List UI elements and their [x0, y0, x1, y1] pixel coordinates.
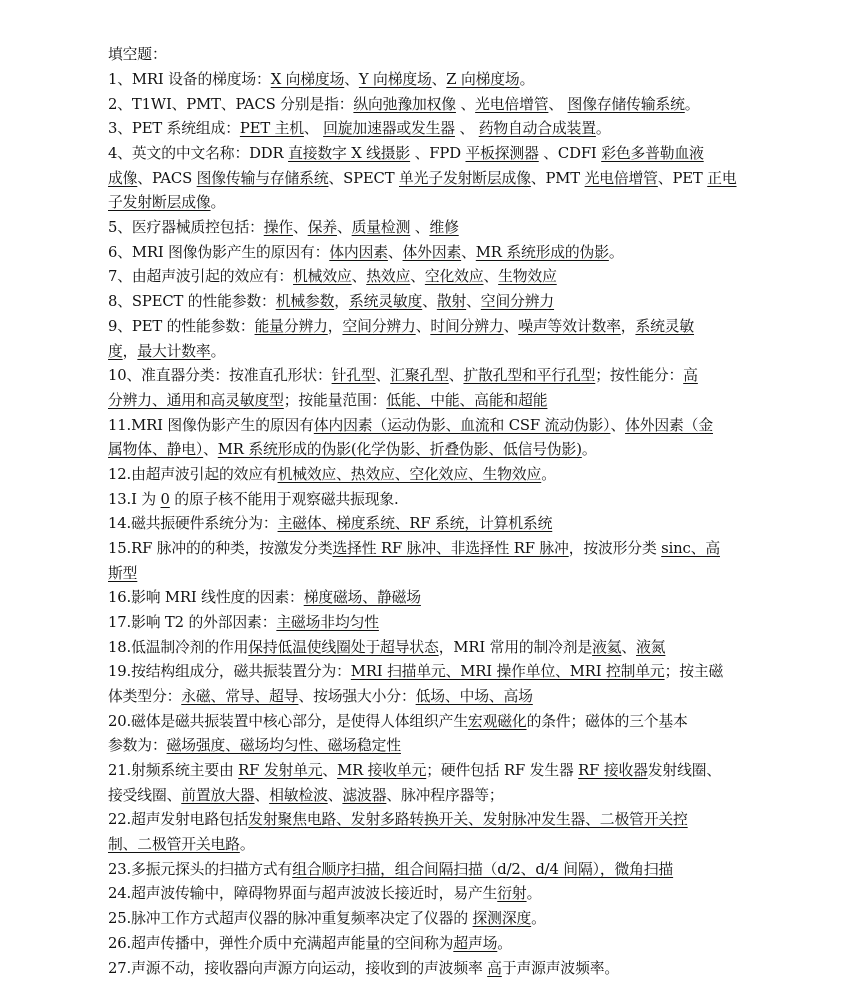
answer-blank: MR 系统形成的伪影(化学伪影、折叠伪影、低信号伪影)	[217, 441, 582, 459]
question-text: 、	[503, 317, 519, 335]
text-line	[108, 810, 776, 830]
question-text: 、按场强大小分：	[298, 688, 416, 705]
question-text: 16.影响 MRI 线性度的因素：	[108, 589, 304, 607]
text-line	[108, 959, 776, 979]
text-line	[108, 588, 776, 608]
answer-blank: 单光子发射断层成像	[399, 169, 531, 187]
answer-blank: 保养	[307, 219, 337, 237]
question-text: 13.I 为	[108, 490, 161, 508]
question-text: 22.超声发射电路包括	[108, 811, 249, 829]
answer-blank: 制、二极管开关电路	[108, 836, 240, 854]
answer-blank: 空间分辨力	[342, 317, 416, 335]
text-line	[108, 267, 776, 287]
heading-text: 填空题：	[108, 46, 167, 63]
question-text: 、	[410, 268, 425, 286]
question-text: 、	[454, 120, 479, 138]
text-line	[108, 391, 776, 411]
answer-blank: 宏观磁化	[467, 712, 527, 730]
question-text: 、	[387, 243, 403, 261]
answer-blank: 体外因素（金	[625, 416, 713, 434]
answer-blank: 质量检测	[351, 219, 411, 237]
question-text: 。	[595, 120, 611, 138]
answer-blank: 机械参数	[275, 293, 335, 311]
question-text: 、PET	[657, 169, 708, 187]
question-text: 、SPECT	[328, 169, 400, 187]
answer-blank: 液氮	[636, 638, 666, 656]
answer-blank: 彩色多普勒血液	[601, 145, 704, 162]
question-text: 。	[526, 885, 542, 903]
question-text: 7、由超声波引起的效应有：	[108, 268, 294, 286]
answer-blank: 散射	[436, 293, 467, 311]
heading	[108, 45, 776, 65]
question-text: 26.超声传播中，弹性介质中充满超声能量的空间称为	[108, 934, 454, 952]
answer-blank: 主磁场非均匀性	[276, 614, 379, 631]
text-line	[108, 564, 776, 584]
answer-blank: 噪声等效计数率	[518, 317, 621, 335]
question-text: 1、MRI 设备的梯度场：	[108, 71, 271, 88]
question-text: 18.低温制冷剂的作用	[108, 638, 249, 656]
answer-blank: 斯型	[108, 564, 138, 582]
answer-blank: 平板探测器	[465, 145, 539, 162]
answer-blank: 针孔型	[331, 367, 376, 385]
answer-blank: 体外因素	[402, 243, 462, 261]
text-line	[108, 835, 776, 855]
answer-blank: X 向梯度场	[270, 71, 345, 88]
question-text: 。	[497, 934, 512, 952]
text-line	[108, 193, 776, 213]
text-line	[108, 638, 776, 658]
answer-blank: 热效应	[366, 268, 411, 286]
question-text: ；按能量范围：	[283, 391, 387, 409]
question-text: 、	[483, 268, 499, 286]
answer-blank: 纵向弛豫加权像	[353, 95, 456, 113]
answer-blank: 图像存储传输系统	[567, 95, 685, 113]
answer-blank: 空间分辨力	[480, 293, 555, 311]
question-text: 、	[431, 71, 447, 88]
text-line	[108, 909, 776, 929]
question-text: 4、英文的中文名称：DDR	[108, 145, 289, 162]
text-line	[108, 366, 776, 386]
answer-blank: 滤波器	[342, 786, 387, 804]
answer-blank: 组合顺序扫描，组合间隔扫描（d/2、d/4 间隔），微角扫描	[292, 860, 674, 878]
question-text: 、	[254, 786, 270, 804]
text-line	[108, 119, 776, 139]
question-text: 、	[448, 367, 464, 385]
text-line	[108, 218, 776, 238]
answer-blank: 最大计数率	[137, 342, 211, 360]
text-line	[108, 687, 776, 707]
text-line	[108, 243, 776, 263]
answer-blank: 空化效应	[424, 268, 484, 286]
answer-blank: 机械效应、热效应、空化效应、生物效应	[277, 465, 542, 483]
question-text: 、CDFI	[538, 145, 602, 162]
text-line	[108, 514, 776, 534]
answer-blank: 生物效应	[498, 268, 557, 286]
question-text: 。	[608, 243, 624, 261]
question-text: 21.射频系统主要由	[108, 762, 239, 779]
answer-blank: 回旋加速器或发生器	[323, 120, 455, 138]
question-text: 19.按结构组成分，磁共振装置分为：	[108, 663, 351, 681]
answer-blank: 维修	[429, 219, 459, 237]
answer-blank: MR 系统形成的伪影	[475, 243, 609, 261]
question-text: 14.磁共振硬件系统分为：	[108, 515, 278, 533]
question-text: 、脉冲程序器等；	[386, 786, 504, 804]
text-line	[108, 95, 776, 115]
answer-blank: 保持低温使线圈处于超导状态	[248, 638, 439, 656]
text-line	[108, 317, 776, 337]
question-text: ；硬件包括 RF 发生器	[426, 762, 579, 779]
answer-blank: 药物自动合成装置	[478, 120, 596, 138]
question-text: 于声源声波频率。	[501, 959, 620, 977]
answer-blank: 超声场	[453, 934, 498, 952]
answer-blank: 主磁体、梯度系统、RF 系统，计算机系统	[277, 515, 553, 533]
answer-blank: 体内因素	[329, 243, 388, 261]
answer-blank: 系统灵敏度	[348, 293, 423, 311]
question-text: ，	[620, 317, 636, 335]
question-text: 、	[415, 317, 431, 335]
question-text: 接受线圈、	[108, 786, 182, 804]
text-line	[108, 662, 776, 682]
question-text: ，	[334, 293, 349, 311]
question-text: 。	[519, 71, 535, 88]
question-text: 体类型分：	[108, 688, 182, 705]
answer-blank: 液氦	[592, 638, 622, 656]
answer-blank: 机械效应	[293, 268, 352, 286]
question-text: 、	[461, 243, 476, 261]
answer-blank: 操作	[263, 219, 294, 237]
answer-blank: 属物体、静电）	[108, 441, 204, 459]
text-line	[108, 934, 776, 954]
question-text: 、	[336, 219, 352, 237]
answer-blank: 磁场强度、磁场均匀性、磁场稳定性	[166, 737, 401, 755]
answer-blank: 时间分辨力	[430, 317, 504, 335]
question-text: 2、T1WI、PMT、PACS 分别是指：	[108, 95, 354, 113]
answer-blank: 前置放大器	[181, 786, 255, 804]
answer-blank: RF 发射单元	[238, 762, 323, 779]
answer-blank: Z 向梯度场	[446, 71, 520, 88]
question-text: 8、SPECT 的性能参数：	[108, 293, 276, 311]
text-line	[108, 342, 776, 362]
answer-blank: sinc、高	[661, 539, 720, 557]
answer-blank: 相敏检波	[269, 786, 328, 804]
question-text: 、	[375, 367, 391, 385]
question-text: 、	[466, 293, 481, 311]
question-text: 参数为：	[108, 737, 167, 755]
answer-blank: 光电倍增管	[475, 95, 549, 113]
answer-blank: RF 接收器	[578, 762, 648, 779]
question-text: ，MRI 常用的制冷剂是	[438, 638, 593, 656]
question-text: 、	[351, 268, 367, 286]
answer-blank: PET 主机	[239, 120, 304, 138]
question-text: 27.声源不动，接收器向声源方向运动，接收到的声波频率	[108, 959, 488, 977]
text-line	[108, 440, 776, 460]
question-text: 。	[239, 836, 255, 854]
answer-blank: MR 接收单元	[337, 762, 427, 779]
answer-blank: 子发射断层成像	[108, 194, 211, 212]
answer-blank: 汇聚孔型	[390, 367, 449, 385]
question-text: 发射线圈、	[647, 762, 722, 779]
question-text: 。	[684, 95, 700, 113]
question-text: 、	[327, 786, 343, 804]
question-text: 25.脉冲工作方式超声仪器的脉冲重复频率决定了仪器的	[108, 910, 473, 928]
question-text: 、	[422, 293, 437, 311]
answer-blank: 光电倍增管	[584, 169, 658, 187]
question-text: 24.超声波传输中，障碍物界面与超声波波长接近时，易产生	[108, 885, 498, 903]
answer-blank: 体内因素（运动伪影、血流和 CSF 流动伪影）	[313, 416, 611, 434]
question-text: 6、MRI 图像伪影产生的原因有：	[108, 243, 330, 261]
answer-blank: 度	[108, 342, 123, 360]
answer-blank: Y 向梯度场	[358, 71, 432, 88]
text-line	[108, 613, 776, 633]
text-line	[108, 169, 776, 189]
question-text: 23.多振元探头的扫描方式有	[108, 860, 293, 878]
question-text: 。	[581, 441, 597, 459]
text-line	[108, 292, 776, 312]
question-text: 、	[548, 95, 568, 113]
answer-blank: 选择性 RF 脉冲、非选择性 RF 脉冲	[332, 539, 569, 557]
question-text: 。	[541, 465, 556, 483]
answer-blank: 分辨力、通用和高灵敏度型	[108, 391, 284, 409]
answer-blank: 0	[160, 490, 170, 508]
text-line	[108, 416, 776, 436]
question-text: 9、PET 的性能参数：	[108, 317, 255, 335]
answer-blank: 衍射	[497, 885, 527, 903]
text-line	[108, 144, 776, 164]
text-line	[108, 712, 776, 732]
answer-blank: 高	[487, 959, 502, 977]
question-text: 的原子核不能用于观察磁共振现象.	[169, 490, 399, 508]
question-text: 。	[210, 194, 226, 212]
answer-blank: 能量分辨力	[254, 317, 328, 335]
text-line	[108, 539, 776, 559]
text-line	[108, 884, 776, 904]
question-text: 。	[531, 910, 546, 928]
text-line	[108, 70, 776, 90]
answer-blank: 永磁、常导、超导	[181, 688, 299, 705]
question-text: 10、准直器分类：按准直孔形状：	[108, 367, 332, 385]
text-line	[108, 860, 776, 880]
question-text: ；按主磁	[664, 663, 724, 681]
text-line	[108, 786, 776, 806]
answer-blank: 低能、中能、高能和超能	[386, 391, 548, 409]
answer-blank: 系统灵敏	[635, 317, 695, 335]
answer-blank: 直接数字 X 线摄影	[288, 145, 411, 162]
question-text: 的条件；磁体的三个基本	[526, 712, 688, 730]
answer-blank: MRI 扫描单元、MRI 操作单位、MRI 控制单元	[350, 663, 665, 681]
question-text: 、	[303, 120, 324, 138]
answer-blank: 低场、中场、高场	[415, 688, 533, 705]
question-text: ，	[122, 342, 138, 360]
question-text: 20.磁体是磁共振装置中核心部分，是使得人体组织产生	[108, 712, 468, 730]
question-text: ；按性能分：	[595, 367, 684, 385]
question-text: 。	[210, 342, 226, 360]
question-text: ，按波形分类	[568, 539, 662, 557]
text-line	[108, 736, 776, 756]
question-text: 17.影响 T2 的外部因素：	[108, 614, 277, 631]
question-text: 12.由超声波引起的效应有	[108, 465, 278, 483]
text-line	[108, 761, 776, 781]
question-text: 、	[344, 71, 359, 88]
answer-blank: 探测深度	[472, 910, 532, 928]
answer-blank: 发射聚焦电路、发射多路转换开关、发射脉冲发生器、二极管开关控	[248, 811, 688, 829]
question-text: 、FPD	[410, 145, 466, 162]
answer-blank: 扩散孔型和平行孔型	[463, 367, 596, 385]
question-text: 、	[610, 416, 626, 434]
question-text: 、PMT	[530, 169, 585, 187]
answer-blank: 高	[683, 367, 698, 385]
question-text: 15.RF 脉冲的的种类，按激发分类	[108, 539, 333, 557]
question-text: 、	[455, 95, 476, 113]
question-text: 、	[410, 219, 430, 237]
question-text: 、PACS	[137, 169, 197, 187]
question-text: 、	[621, 638, 637, 656]
question-text: ，	[327, 317, 343, 335]
answer-blank: 正电	[707, 169, 737, 187]
question-text: 、	[322, 762, 338, 779]
question-text: 、	[203, 441, 218, 459]
text-line	[108, 465, 776, 485]
answer-blank: 梯度磁场、静磁场	[303, 589, 421, 607]
answer-blank: 成像	[108, 169, 138, 187]
question-text: 、	[293, 219, 308, 237]
question-text: 3、PET 系统组成：	[108, 120, 240, 138]
question-text: 11.MRI 图像伪影产生的原因有	[108, 416, 314, 434]
answer-blank: 图像传输与存储系统	[196, 169, 329, 187]
question-text: 5、医疗器械质控包括：	[108, 219, 264, 237]
text-line	[108, 490, 776, 510]
